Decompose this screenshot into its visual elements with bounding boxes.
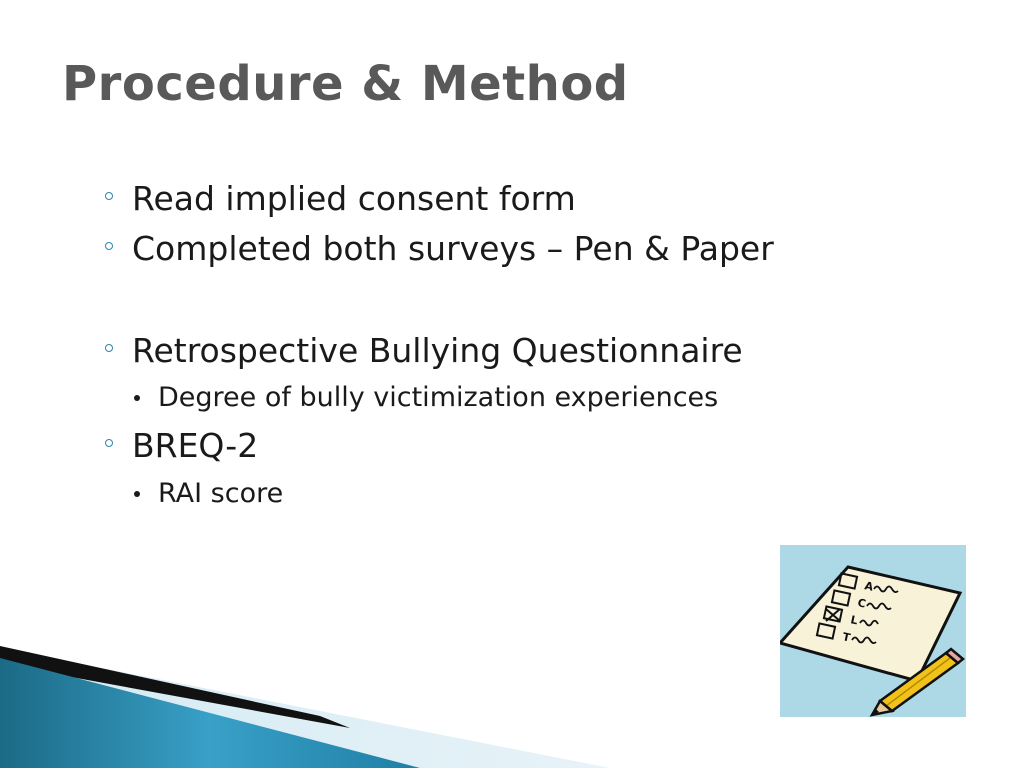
dot-bullet-icon xyxy=(134,395,140,401)
bullet-text: BREQ-2 xyxy=(132,426,259,465)
sub-bullet-text: RAI score xyxy=(158,478,284,509)
bullet-text: Read implied consent form xyxy=(132,179,576,218)
sub-bullet-text: Degree of bully victimization experiences xyxy=(158,382,719,413)
letter-t: T xyxy=(841,630,852,645)
bullet-consent xyxy=(132,179,576,219)
bullet-breq xyxy=(132,426,258,466)
bullet-text: Completed both surveys – Pen & Paper xyxy=(132,229,774,268)
ring-bullet-icon xyxy=(105,344,113,352)
sub-bullet-rbq-detail xyxy=(158,381,718,415)
blue-swoosh xyxy=(0,658,420,768)
ring-bullet-icon xyxy=(105,192,113,200)
bullet-rbq xyxy=(132,331,743,371)
letter-l: L xyxy=(849,613,859,628)
corner-decoration xyxy=(0,640,700,768)
letter-c: C xyxy=(856,596,867,611)
ring-bullet-icon xyxy=(105,242,113,250)
ring-bullet-icon xyxy=(105,439,113,447)
sub-bullet-breq-detail xyxy=(158,477,283,511)
bullet-surveys xyxy=(132,229,774,269)
dot-bullet-icon xyxy=(134,491,140,497)
bullet-text: Retrospective Bullying Questionnaire xyxy=(132,331,743,370)
letter-a: A xyxy=(863,579,875,594)
checklist-with-pencil-icon xyxy=(780,545,966,717)
slide-title: Procedure & Method xyxy=(62,56,629,112)
